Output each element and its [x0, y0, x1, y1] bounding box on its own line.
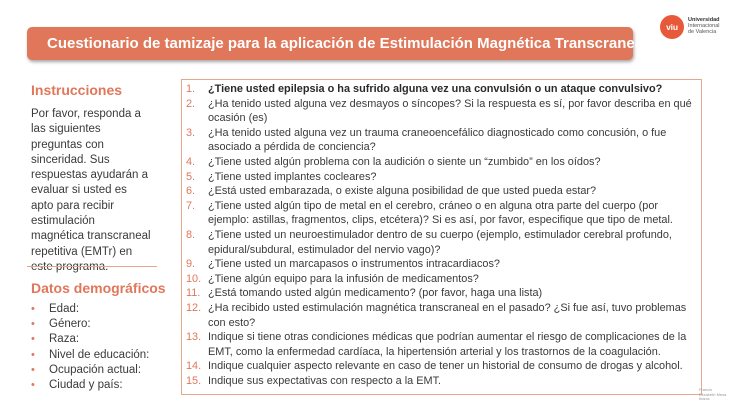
question-item: 9. ¿Tiene usted un marcapasos o instrumentos intracardiacos? — [186, 258, 500, 271]
demo-item-age: • Edad: — [31, 302, 149, 317]
bullet-icon: • — [31, 348, 35, 361]
question-item: 15. Indique sus expectativas con respecto a la EMT. — [186, 374, 442, 387]
logo-text — [688, 17, 720, 35]
bullet-icon: • — [31, 333, 35, 346]
university-logo — [660, 15, 732, 39]
viu-logo-mark: viu — [660, 15, 684, 39]
author-credit: Francis Elizabeth Mesa Ibarra — [699, 387, 727, 401]
page-title: Cuestionario de tamizaje para la aplicación de Estimulación Magnética Transcraneal — [27, 27, 633, 60]
question-item: 4. ¿Tiene usted algún problema con la audición o siente un “zumbido” en los oídos? — [186, 155, 601, 168]
bullet-icon: • — [31, 318, 35, 331]
question-item: 6. ¿Está usted embarazada, o existe alguna posibilidad de que usted pueda estar? — [186, 185, 597, 198]
question-item: 1. ¿Tiene usted epilepsia o ha sufrido alguna vez una convulsión o un ataque convulsivo? — [186, 83, 663, 95]
demographics-list — [31, 302, 149, 393]
demo-item-city: • Ciudad y país: — [31, 378, 149, 393]
demo-item-education: • Nivel de educación: — [31, 348, 149, 363]
questions-list — [186, 82, 698, 388]
question-item: 3. ¿Ha tenido usted alguna vez un trauma craneoencefálico diagnosticado como concusión, o fue asociado a pérdida de conciencia? — [186, 126, 667, 154]
bullet-icon: • — [31, 379, 35, 392]
question-item: 5. ¿Tiene usted implantes cocleares? — [186, 170, 377, 183]
demographics-title: Datos demográficos — [31, 280, 166, 296]
question-item: 7. ¿Tiene usted algún tipo de metal en el cerebro, cráneo o en alguna otra parte del cuerpo (por ejemplo: astillas, fragmentos, clips, etcétera)? Si es así, por favor, especifique que tipo de metal. — [186, 199, 673, 227]
question-item: 14. Indique cualquier aspecto relevante en caso de tener un historial de consumo de drogas y alcohol. — [186, 360, 683, 373]
logo-line-2: Internacional — [688, 23, 720, 29]
bullet-icon: • — [31, 363, 35, 376]
logo-line-3: de Valencia — [688, 29, 717, 35]
question-item: 13. Indique si tiene otras condiciones médicas que podrían aumentar el riesgo de complicaciones de la EMT, como la enfermedad cardíaca, la hipertensión arterial y los trastornos de la coagulación. — [186, 331, 687, 358]
instructions-text: Por favor, responda a las siguientes preguntas con sinceridad. Sus respuestas ayudarán a evaluar si usted es apto para recibir estimulación magnética transcraneal repetitiva (EMTr) en — [31, 108, 151, 258]
questions-box — [181, 79, 702, 395]
section-divider — [27, 266, 157, 267]
demo-item-gender: • Género: — [31, 317, 149, 332]
question-item: 10. ¿Tiene algún equipo para la infusión de medicamentos? — [186, 272, 479, 285]
question-item: 11. ¿Está tomando usted algún medicamento? (por favor, haga una lista) — [186, 287, 543, 300]
logo-line-1: Universidad — [688, 17, 720, 23]
demo-item-race: • Raza: — [31, 332, 149, 347]
bullet-icon: • — [31, 303, 35, 315]
question-item: 8. ¿Tiene usted un neuroestimulador dentro de su cuerpo (ejemplo, estimulador cerebral profundo, epidural/subdural, estimulador del nervio vago)? — [186, 228, 672, 256]
demo-item-occupation: • Ocupación actual: — [31, 363, 149, 378]
question-item: 2. ¿Ha tenido usted alguna vez desmayos o síncopes? Si la respuesta es sí, por favor describa en qué ocasión (es) — [186, 97, 692, 125]
instructions-title: Instrucciones — [31, 82, 123, 98]
question-item: 12. ¿Ha recibido usted estimulación magnética transcraneal en el pasado? ¿Si fue así, tuvo problemas con esto? — [186, 301, 687, 329]
